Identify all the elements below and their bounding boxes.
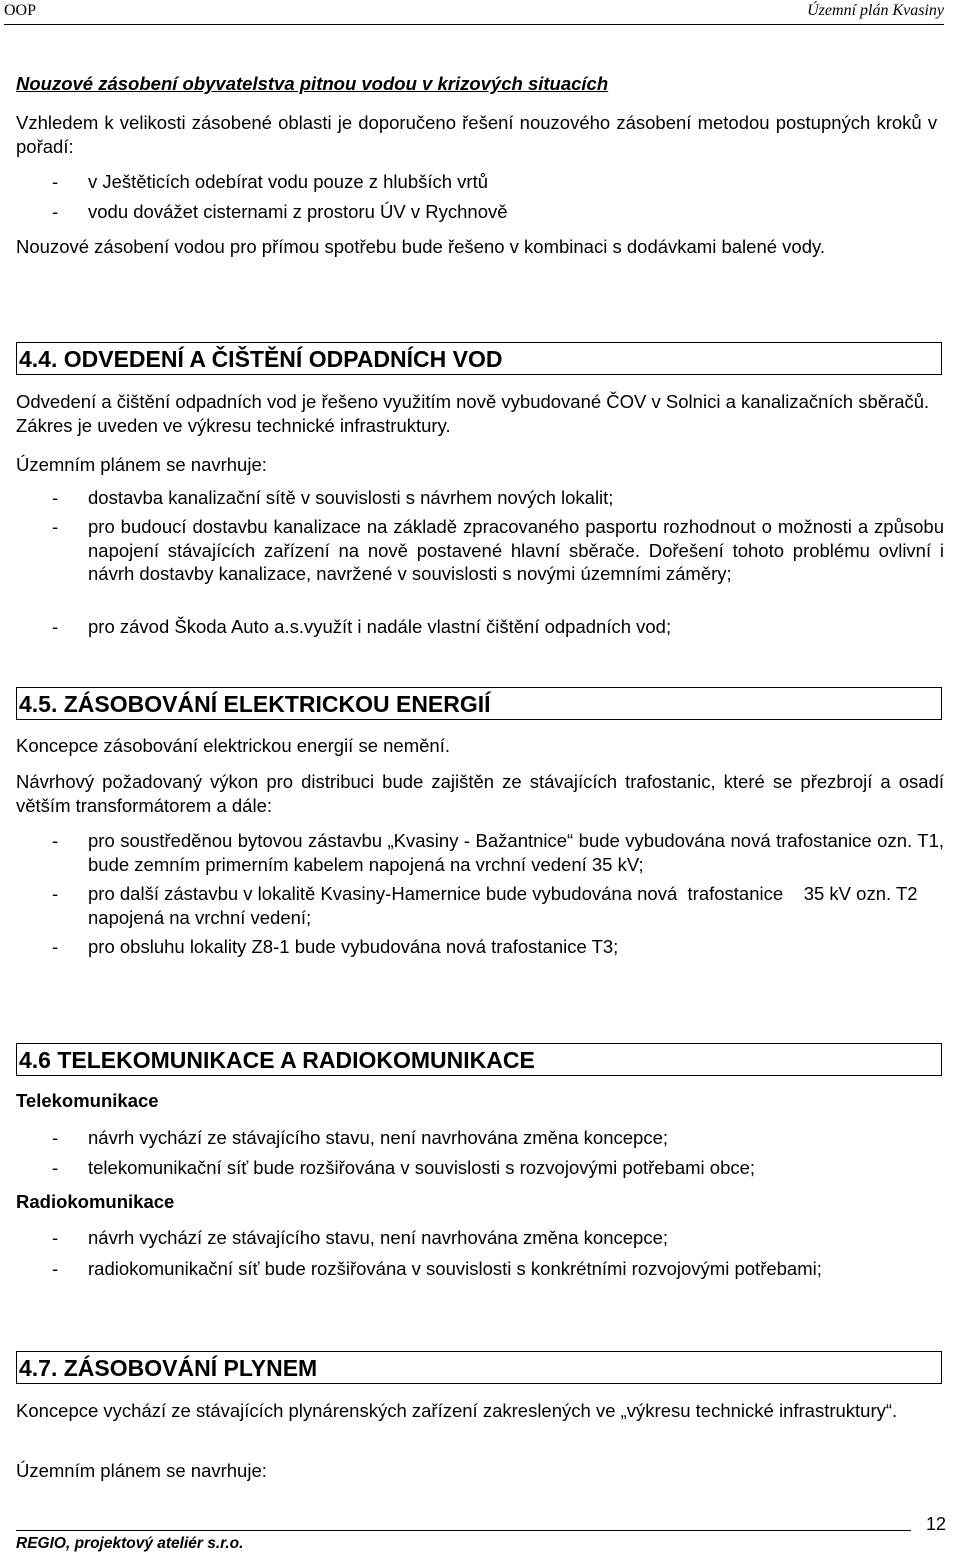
list-item: - návrh vychází ze stávajícího stavu, není navrhována změna koncepce; <box>52 1127 668 1148</box>
header-right: Územní plán Kvasiny <box>807 2 944 19</box>
page-header <box>4 2 944 25</box>
list-item: - telekomunikační síť bude rozšiřována v souvislosti s rozvojovými potřebami obce; <box>52 1157 756 1178</box>
section-title-emergency: Nouzové zásobení obyvatelstva pitnou vodou v krizových situacích <box>16 73 609 94</box>
paragraph-emergency-intro: Vzhledem k velikosti zásobené oblasti je doporučeno řešení nouzového zásobení metodou postupných kroků v pořadí: <box>16 112 938 157</box>
paragraph-4-4-proposal: Územním plánem se navrhuje: <box>16 454 267 475</box>
section-heading-4-4: 4.4. ODVEDENÍ A ČIŠTĚNÍ ODPADNÍCH VOD <box>16 342 942 375</box>
paragraph-4-5-power: Návrhový požadovaný výkon pro distribuci bude zajištěn ze stávajících trafostanic, které se přezbrojí a osadí větším transformátorem a dále: <box>16 771 944 816</box>
list-item: - radiokomunikační síť bude rozšiřována v souvislosti s konkrétními rozvojovými potřebami; <box>52 1258 822 1279</box>
list-item: - pro další zástavbu v lokalitě Kvasiny-Hamernice bude vybudována nová trafostanice 35 kV ozn. T2 napojená na vrchní vedení; <box>52 883 923 928</box>
paragraph-emergency-outro: Nouzové zásobení vodou pro přímou spotřebu bude řešeno v kombinaci s dodávkami balené vody. <box>16 236 826 257</box>
list-item: - pro obsluhu lokality Z8-1 bude vybudována nová trafostanice T3; <box>52 936 619 957</box>
page-number: 12 <box>925 1514 946 1534</box>
page-footer <box>16 1530 911 1552</box>
header-left: OOP <box>4 2 37 19</box>
list-item: - návrh vychází ze stávajícího stavu, není navrhována změna koncepce; <box>52 1227 668 1248</box>
paragraph-4-7-proposal: Územním plánem se navrhuje: <box>16 1460 267 1481</box>
list-item: - dostavba kanalizační sítě v souvislosti s návrhem nových lokalit; <box>52 487 614 508</box>
section-heading-4-7: 4.7. ZÁSOBOVÁNÍ PLYNEM <box>16 1351 942 1384</box>
list-item: - pro závod Škoda Auto a.s.využít i nadále vlastní čištění odpadních vod; <box>52 616 672 637</box>
list-item: - vodu dovážet cisternami z prostoru ÚV v Rychnově <box>52 201 508 222</box>
subheading-radio: Radiokomunikace <box>16 1191 175 1212</box>
list-item: - v Ještěticích odebírat vodu pouze z hlubších vrtů <box>52 171 489 192</box>
paragraph-4-5: Koncepce zásobování elektrickou energií se nemění. <box>16 735 450 756</box>
subheading-telecom: Telekomunikace <box>16 1090 159 1111</box>
list-item: - pro soustředěnou bytovou zástavbu „Kvasiny - Bažantnice“ bude vybudována nová trafostanice ozn. T1, bude zemním primerním kabelem napojená na vrchní vedení 35 kV; <box>52 830 944 875</box>
list-item: - pro budoucí dostavbu kanalizace na základě zpracovaného pasportu rozhodnout o možnosti a způsobu napojení stávajících zařízení na nově postavené hlavní sběrače. Dořešení tohoto problému ovlivní i návrh dostavby kanalizace, navržené v souvislosti s novými územními záměry; <box>52 516 944 584</box>
section-heading-4-6: 4.6 TELEKOMUNIKACE A RADIOKOMUNIKACE <box>16 1043 942 1076</box>
paragraph-4-4: Odvedení a čištění odpadních vod je řešeno využitím nově vybudované ČOV v Solnici a kanalizačních sběračů. Zákres je uveden ve výkresu technické infrastruktury. <box>16 391 930 436</box>
section-heading-4-5: 4.5. ZÁSOBOVÁNÍ ELEKTRICKOU ENERGIÍ <box>16 687 942 720</box>
footer-company: REGIO, projektový ateliér s.r.o. <box>16 1535 244 1552</box>
paragraph-4-7: Koncepce vychází ze stávajících plynárenských zařízení zakreslených ve „výkresu technické infrastruktury“. <box>16 1400 898 1421</box>
